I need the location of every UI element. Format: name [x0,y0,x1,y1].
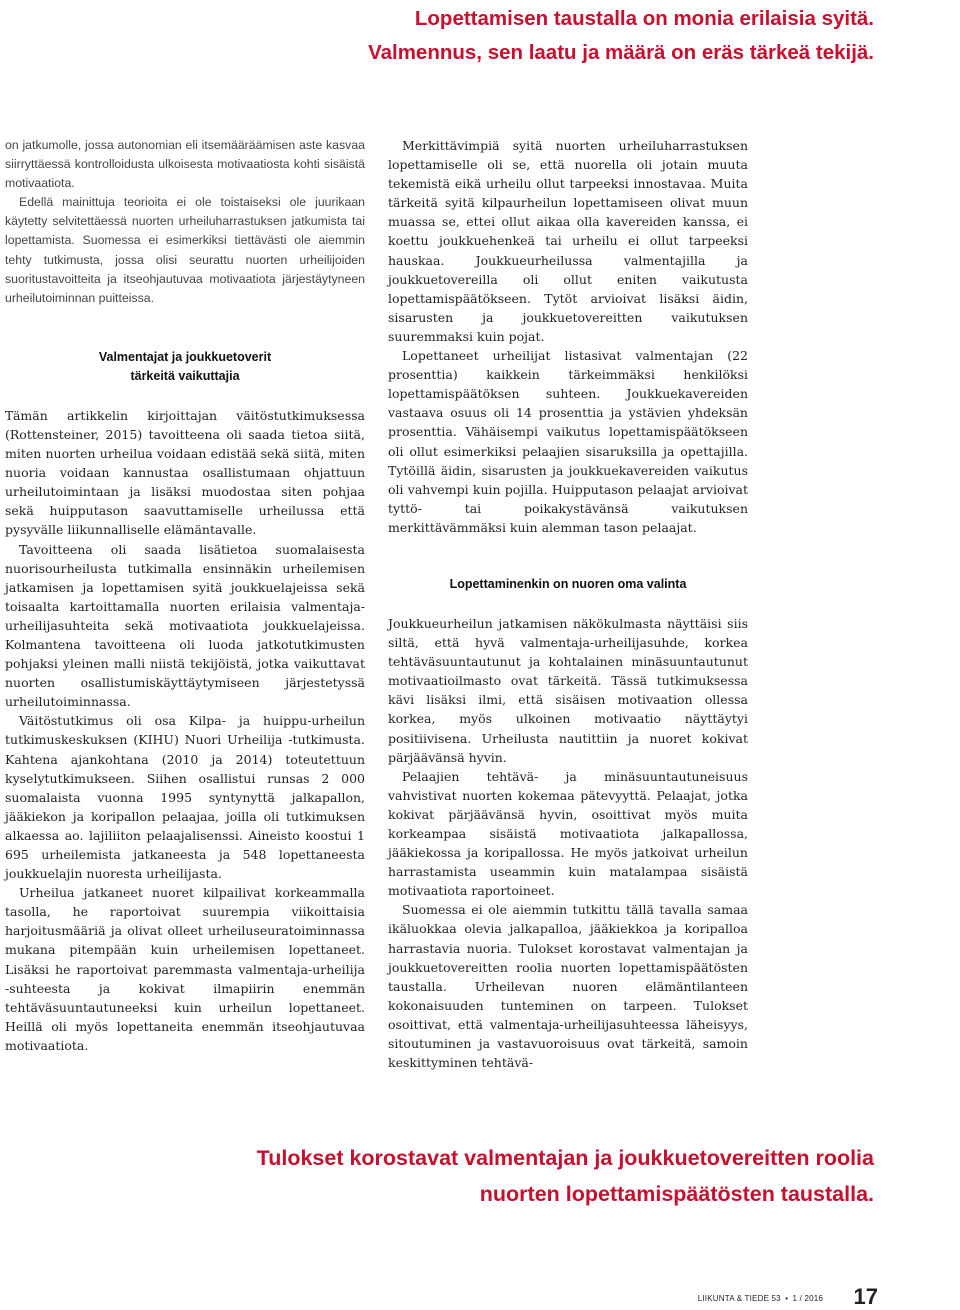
pull-quote-bottom [257,1140,874,1212]
intro-paragraph: on jatkumolle, jossa autonomian eli itsemääräämisen aste kasvaa siirryttäessä kontrolloidusta ulkoisesta motivaatiosta kohti sisäistä motivaatiota. [5,138,365,191]
paragraph: Tämän artikkelin kirjoittajan väitöstutkimuksessa (Rottensteiner, 2015) tavoitteena oli saada tietoa siitä, miten nuorten urheilua voidaan edistää sekä siitä, miten nuoria voidaan kannustaa osallistumaan ohjattuun urheilutoimintaan ja lisäksi muodostaa siten pohjaa sekä huipputason saavuttamiselle urheilussa että pysyvälle liikunnalliselle elämäntavalle. [5,407,365,538]
right-column [388,136,748,1072]
paragraph: Lopettaneet urheilijat listasivat valmentajan (22 prosenttia) kaikkein tärkeimmäksi henkilöksi lopettamispäätöksen suhteen. Joukkuekavereiden vastaava osuus oli 14 prosenttia ja ystävien yhdeksän prosenttia. Vähäisempi vaikutus lopettamispäätökseen oli ollut esimerkiksi pelaajien sisaruksilla ja opettajilla. Tytöillä äidin, sisarusten ja joukkuekavereiden vaikutus oli vahvempi kuin pojilla. Huipputason pelaajat arvioivat tyttö- tai poikakystävänsä vaikutuksen merkittävämmäksi kuin alemman tason pelaajat. [388,348,748,535]
subheading-own-choice: Lopettaminenkin on nuoren oma valinta [449,576,687,591]
paragraph: Väitöstutkimus oli osa Kilpa- ja huippu-urheilun tutkimuskeskuksen (KIHU) Nuori Urheilija -tutkimusta. Kahtena ajankohtana (2010 ja 2014) toteutettuun kyselytutkimukseen. Siihen osallistui runsas 2 000 suomalaista vuonna 1995 syntynyttä jalkapallon, jääkiekon ja koripallon pelaajaa, joilla oli tutkimuksen alkaessa ao. lajiliiton pelaajalisenssi. Aineisto koostui 1 695 urheilemista jatkaneesta ja 548 lopettaneesta joukkuelajin nuoresta urheilijasta. [5,713,365,882]
left-column [5,136,365,1055]
paragraph: Suomessa ei ole aiemmin tutkittu tällä tavalla samaa ikäluokkaa olevia jalkapalloa, jääkiekkoa ja koripalloa harrastavia nuoria. Tulokset korostavat valmentajan ja joukkuetovereitten roolia nuorten lopettamispäätösten taustalla. Urheilevan nuoren elämäntilanteen kokonaisuuden tunteminen on tarpeen. Tulokset osoittivat, että valmentaja-urheilijasuhteessa läheisyys, sitoutuminen ja vastavuoroisuus ovat tärkeitä, samoin keskittyminen tehtävä- [388,902,748,1071]
pull-quote-top [368,2,874,70]
pull-quote-bottom-line1: Tulokset korostavat valmentajan ja joukkuetovereitten roolia [256,1146,874,1170]
pull-quote-bottom-line2: nuorten lopettamispäätösten taustalla. [479,1182,874,1206]
paragraph: Joukkueurheilun jatkamisen näkökulmasta näyttäisi siis siltä, että hyvä valmentaja-urheilijasuhde, korkea tehtäväsuuntautunut ja kohtalainen minäsuuntautunut motivaatioilmasto ovat tärkeitä. Tässä tutkimuksessa kävi lisäksi ilmi, että sisäisen motivaation ollessa korkea, myös ulkoinen motivaatio näyttäytyi positiivisena. Urheilusta nautittiin ja nuoret kokivat pärjäävänsä hyvin. [388,615,748,765]
page-footer [698,1284,878,1310]
paragraph: Urheilua jatkaneet nuoret kilpailivat korkeammalla tasolla, he raportoivat suurempia viikoittaisia harjoitusmääriä ja olivat olleet urheiluseuratoiminnassa mukana pitempään kuin urheilemisen lopettaneet. Lisäksi he raportoivat paremmasta valmentaja-urheilija -suhteesta ja kokivat ilmapiirin enemmän tehtäväsuuntautuneeksi kuin urheilun lopettaneet. Heillä oli myös lopettaneita enemmän itseohjautuvaa motivaatiota. [5,885,365,1053]
subheading-line: Valmentajat ja joukkuetoverit [98,349,272,364]
paragraph: Merkittävimpiä syitä nuorten urheiluharrastuksen lopettamiselle oli se, että nuorella oli jotain muuta tekemistä eikä urheilu ollut tarpeeksi innostavaa. Muita tärkeitä syitä kilpaurheilun lopettamiseen olivat muun muassa se, ettei ollut aikaa olla kavereiden kanssa, ei koettu joukkuehenkeä tai urheilu ei ollut tarpeeksi hauskaa. Joukkueurheilussa valmentajilla ja joukkuetovereilla oli ollut eniten vaikutusta lopettamispäätökseen. Tytöt arvioivat lisäksi äidin, sisarusten ja joukkuetovereitten vaikutuksen suuremmaksi kuin pojat. [388,138,748,344]
paragraph: Pelaajien tehtävä- ja minäsuuntautuneisuus vahvistivat nuorten kokemaa pätevyyttä. Pelaajat, jotka kokivat pärjäävänsä hyvin, osoittivat myös muita korkeampaa sisäistä motivaatiota jalkapallossa, jääkiekossa ja koripallossa. He myös jatkoivat urheilun harrastamista useammin kuin matalampaa sisäistä motivaatiota raportoineet. [388,768,748,899]
paragraph: Tavoitteena oli saada lisätietoa suomalaisesta nuorisourheilusta tutkimalla ensinnäkin urheilemisen jatkamisen ja lopettamisen syitä joukkuelajeissa sekä toisaalta kartoittamalla nuorten erilaisia valmentaja-urheilijasuhteita sekä motivaatiota joukkuelajeissa. Kolmantena tavoitteena oli luoda jatkotutkimusten pohjaksi yleinen malli niistä tekijöistä, jotka vaikuttavat nuorten osallistumiskäyttäytymiseen järjestetyssä urheilutoiminnassa. [5,541,365,710]
subheading-coaches [5,348,365,386]
issue-number: 1 / 2016 [792,1294,824,1303]
paragraph: Edellä mainittuja teorioita ei ole toistaiseksi ole juurikaan käytetty selvitettäessä nuorten urheiluharrastuksen jatkumista tai lopettamista. Suomessa ei esimerkiksi tiettävästi ole aiemmin tehty tutkimusta, jossa olisi seurattu nuorten urheilijoiden suoritustavoitteita ja itseohjautuvaa motivaatiota järjestäytyneen urheilutoiminnan puitteissa. [5,195,365,305]
magazine-name: LIIKUNTA & TIEDE 53 [697,1294,781,1303]
footer-separator: • [785,1294,789,1303]
subheading-line: tärkeitä vaikuttajia [130,368,240,383]
pull-quote-top-line1: Lopettamisen taustalla on monia erilaisia syitä. [414,7,874,30]
page-number: 17 [853,1284,878,1309]
pull-quote-top-line2: Valmennus, sen laatu ja määrä on eräs tärkeä tekijä. [368,41,874,64]
